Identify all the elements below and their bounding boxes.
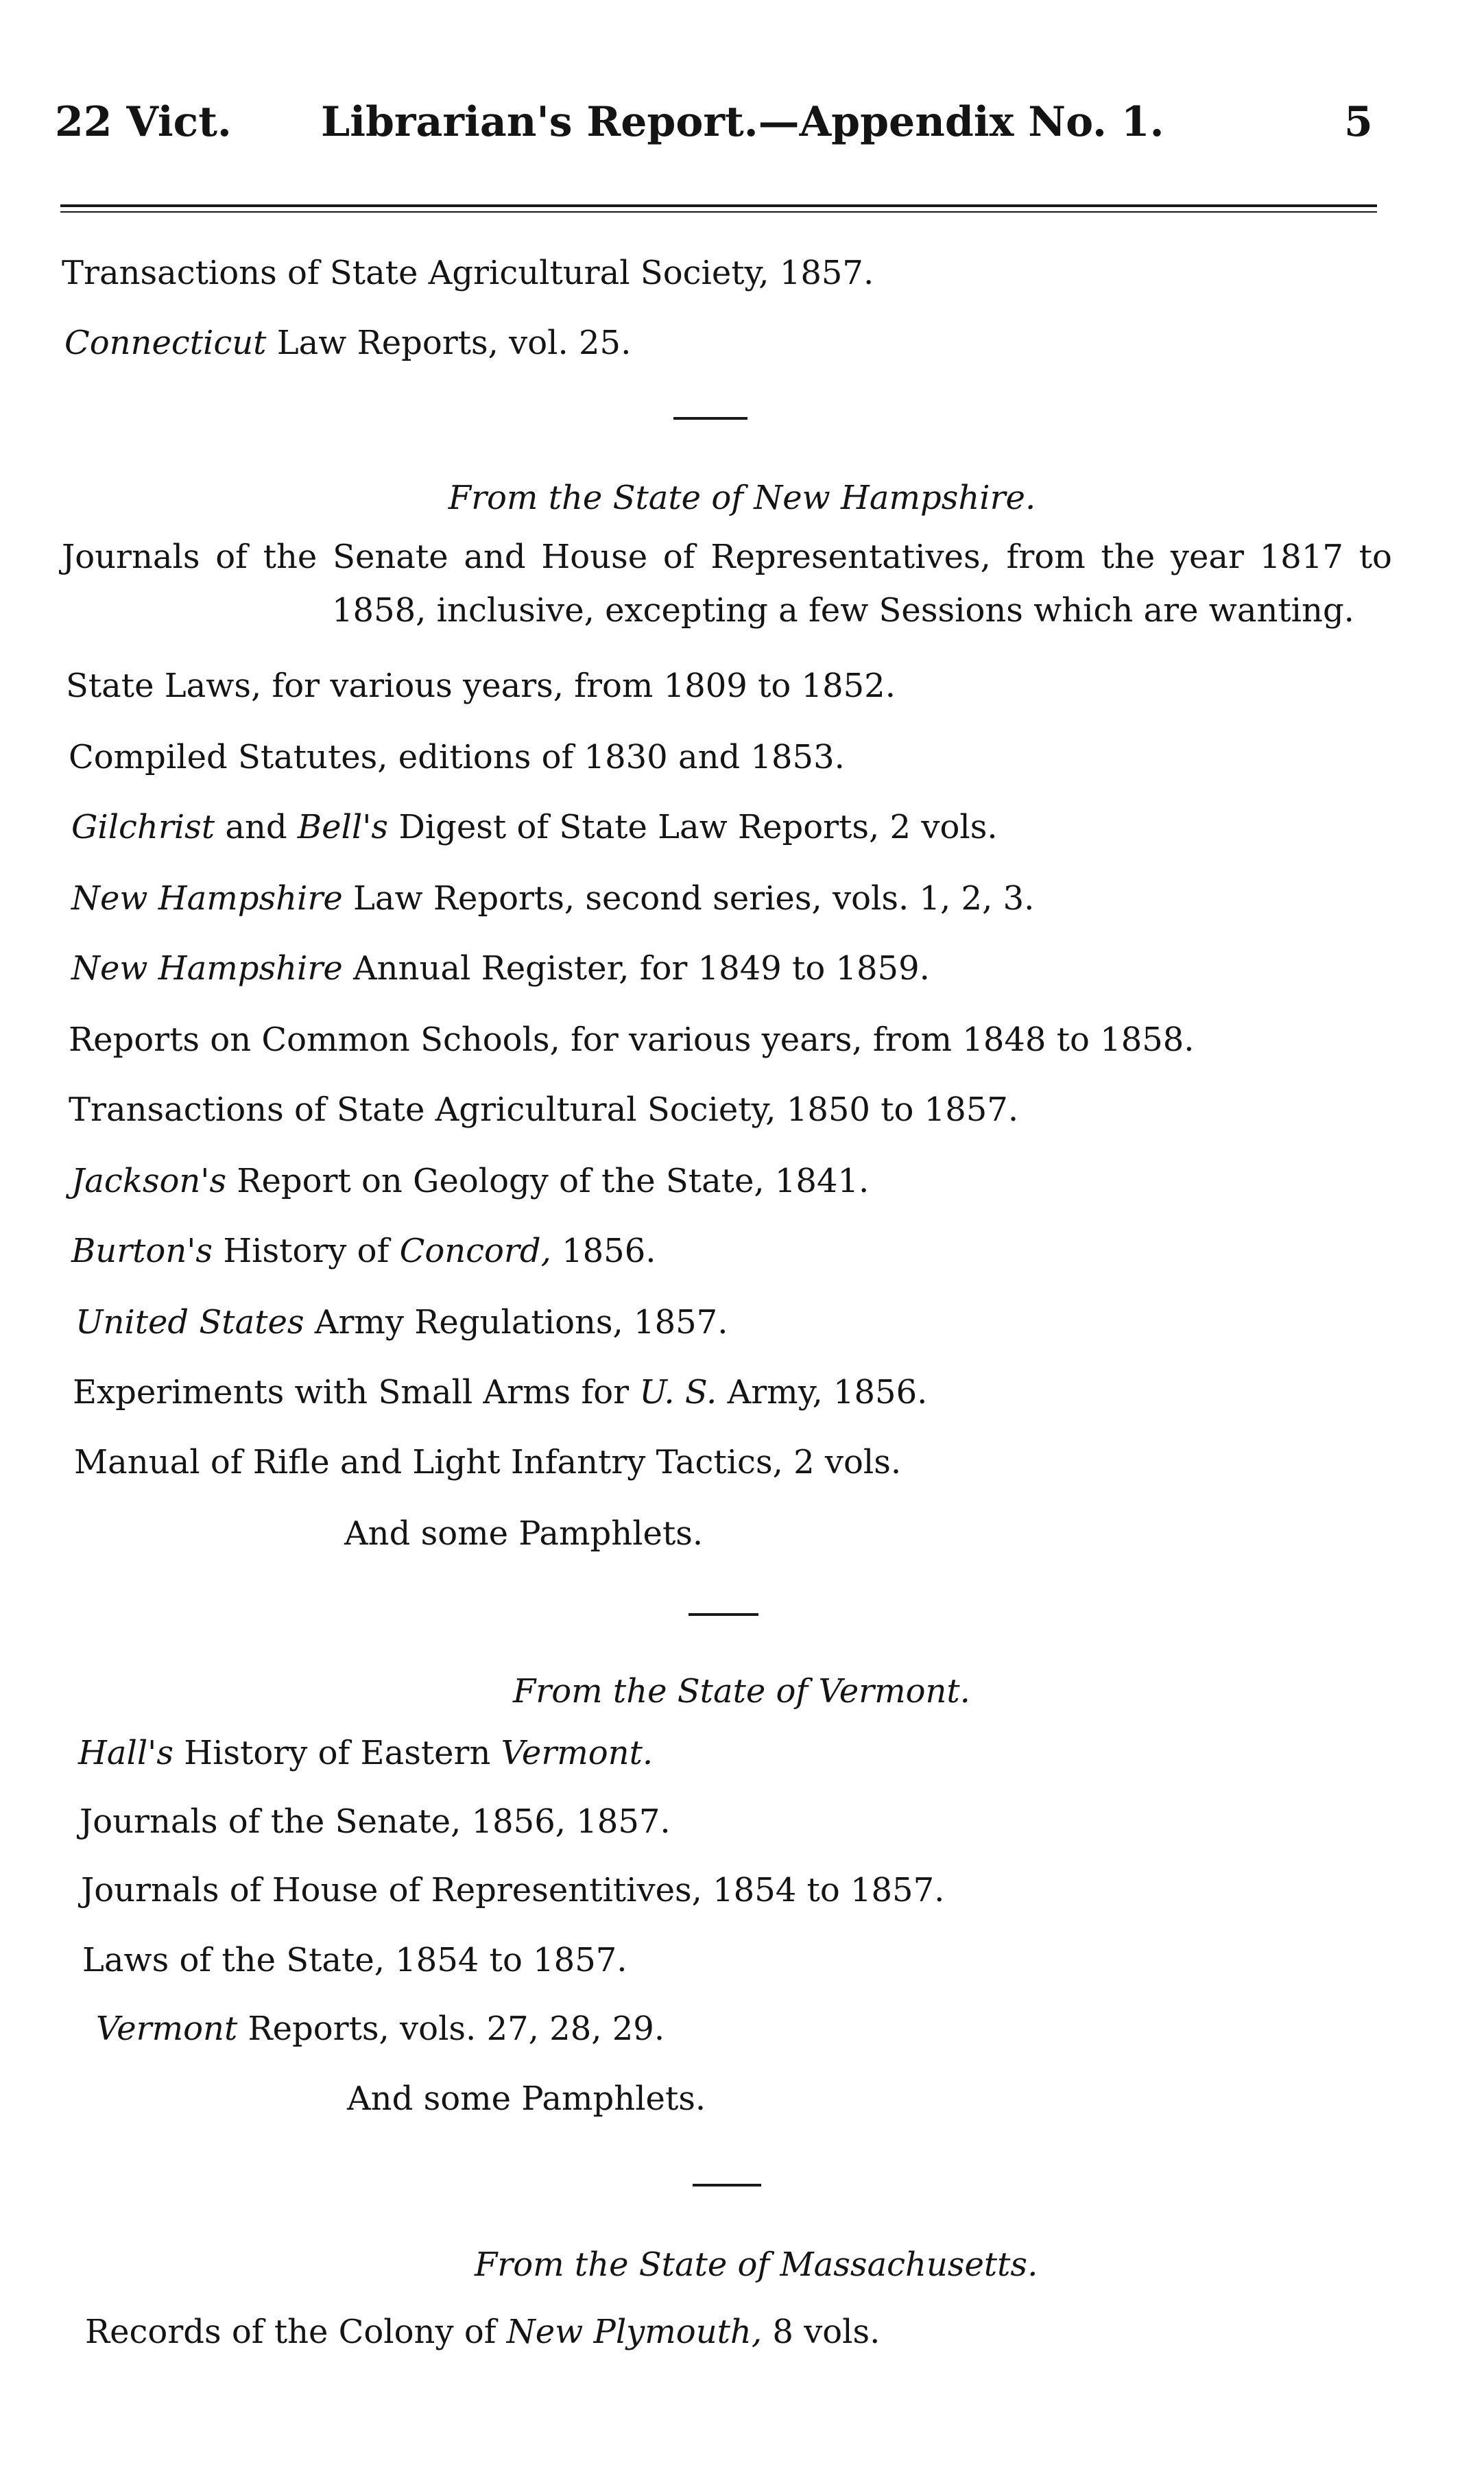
list-item	[96, 2008, 665, 2049]
list-item	[69, 737, 845, 778]
list-item	[81, 1870, 944, 1911]
list-item	[69, 1089, 1018, 1130]
entry-word: Journals	[62, 538, 200, 576]
entry-text: State Laws, for various years, from 1809 to 1852.	[66, 667, 896, 705]
list-item	[71, 1230, 656, 1272]
list-item-continuation: 1858, inclusive, excepting a few Sessions which are wanting.	[332, 591, 1354, 630]
section-heading: From the State of New Hampshire.	[448, 479, 1036, 517]
entry-text: History of Eastern	[173, 1734, 501, 1772]
entry-text: Laws of the State, 1854 to 1857.	[82, 1941, 627, 1979]
entry-text: Transactions of State Agricultural Society, 1850 to 1857.	[69, 1091, 1019, 1129]
entry-italic: New Hampshire	[71, 949, 343, 988]
entry-italic: Vermont.	[501, 1734, 654, 1772]
entry-italic: Jackson's	[71, 1162, 227, 1200]
section-divider	[693, 2184, 761, 2187]
list-item	[66, 665, 896, 706]
page-number: 5	[1344, 98, 1373, 146]
entry-text: Reports, vols. 27, 28, 29.	[237, 2010, 665, 2048]
entry-text: and	[215, 808, 298, 846]
entry-text: 1856.	[551, 1232, 656, 1270]
entry-text: Law Reports, vol. 25.	[266, 324, 632, 362]
entry-text: Report on Geology of the State, 1841.	[226, 1162, 870, 1200]
entry-text: Digest of State Law Reports, 2 vols.	[388, 808, 998, 846]
entry-text: History of	[213, 1232, 400, 1270]
list-item	[85, 2311, 880, 2352]
list-item	[73, 1372, 927, 1413]
entry-word: of	[662, 538, 695, 576]
list-item	[71, 948, 930, 989]
entry-word: year	[1170, 538, 1244, 576]
list-item	[62, 536, 1392, 577]
entry-italic: New Hampshire	[71, 879, 343, 918]
entry-text: Compiled Statutes, editions of 1830 and 1853.	[69, 738, 845, 776]
entry-word: 1817	[1259, 538, 1343, 576]
list-item	[71, 1160, 869, 1202]
list-item	[64, 322, 631, 364]
page-title: Librarian's Report.—Appendix No. 1.	[321, 98, 1164, 146]
entry-word: of	[215, 538, 248, 576]
entry-text: Army Regulations, 1857.	[304, 1303, 728, 1342]
entry-text: Reports on Common Schools, for various years, from 1848 to 1858.	[69, 1021, 1195, 1059]
list-item	[78, 1732, 653, 1774]
list-item	[80, 1801, 671, 1842]
running-head	[0, 95, 1484, 150]
entry-italic: Concord,	[399, 1232, 551, 1270]
entry-text: Journals of House of Representitives, 1854 to 1857.	[81, 1871, 945, 1909]
entry-word: to	[1359, 538, 1392, 576]
closing-note: And some Pamphlets.	[347, 2080, 706, 2118]
entry-text: Manual of Rifle and Light Infantry Tactics, 2 vols.	[74, 1443, 902, 1481]
entry-text: Law Reports, second series, vols. 1, 2, 3.	[342, 879, 1035, 918]
entry-italic: Bell's	[297, 808, 389, 846]
section-heading: From the State of Massachusetts.	[475, 2245, 1038, 2284]
entry-word: Representatives,	[710, 538, 991, 576]
header-rule-thin	[60, 211, 1377, 213]
list-item	[62, 252, 874, 294]
entry-word: and	[464, 538, 526, 576]
closing-note: And some Pamphlets.	[344, 1514, 704, 1553]
entry-italic: Vermont	[96, 2010, 238, 2048]
entry-word: House	[541, 538, 648, 576]
entry-italic: Burton's	[71, 1232, 213, 1270]
header-rule	[60, 204, 1377, 207]
entry-word: from	[1006, 538, 1086, 576]
entry-italic: United States	[75, 1303, 304, 1342]
entry-italic: New Plymouth,	[506, 2313, 763, 2351]
entry-italic: Gilchrist	[71, 808, 215, 846]
section-divider	[673, 417, 747, 420]
entry-text: Annual Register, for 1849 to 1859.	[342, 949, 930, 988]
section-heading: From the State of Vermont.	[513, 1672, 970, 1711]
session-label: 22 Vict.	[55, 98, 232, 146]
list-item	[74, 1442, 901, 1483]
entry-text: Army, 1856.	[717, 1373, 928, 1411]
entry-italic: Connecticut	[64, 324, 267, 362]
entry-text: 8 vols.	[762, 2313, 881, 2351]
entry-italic: U. S.	[639, 1373, 717, 1411]
list-item	[71, 807, 998, 848]
list-item	[82, 1940, 627, 1981]
section-divider	[689, 1613, 758, 1616]
entry-text: Records of the Colony of	[85, 2313, 507, 2351]
list-item	[71, 878, 1034, 919]
entry-word: Senate	[333, 538, 448, 576]
entry-text: Journals of the Senate, 1856, 1857.	[80, 1802, 671, 1841]
list-item	[69, 1019, 1195, 1060]
entry-text: Transactions of State Agricultural Society, 1857.	[62, 254, 874, 292]
list-item	[75, 1302, 728, 1343]
entry-word: the	[263, 538, 318, 576]
entry-text: Experiments with Small Arms for	[73, 1373, 640, 1411]
entry-word: the	[1101, 538, 1156, 576]
entry-italic: Hall's	[78, 1734, 174, 1772]
